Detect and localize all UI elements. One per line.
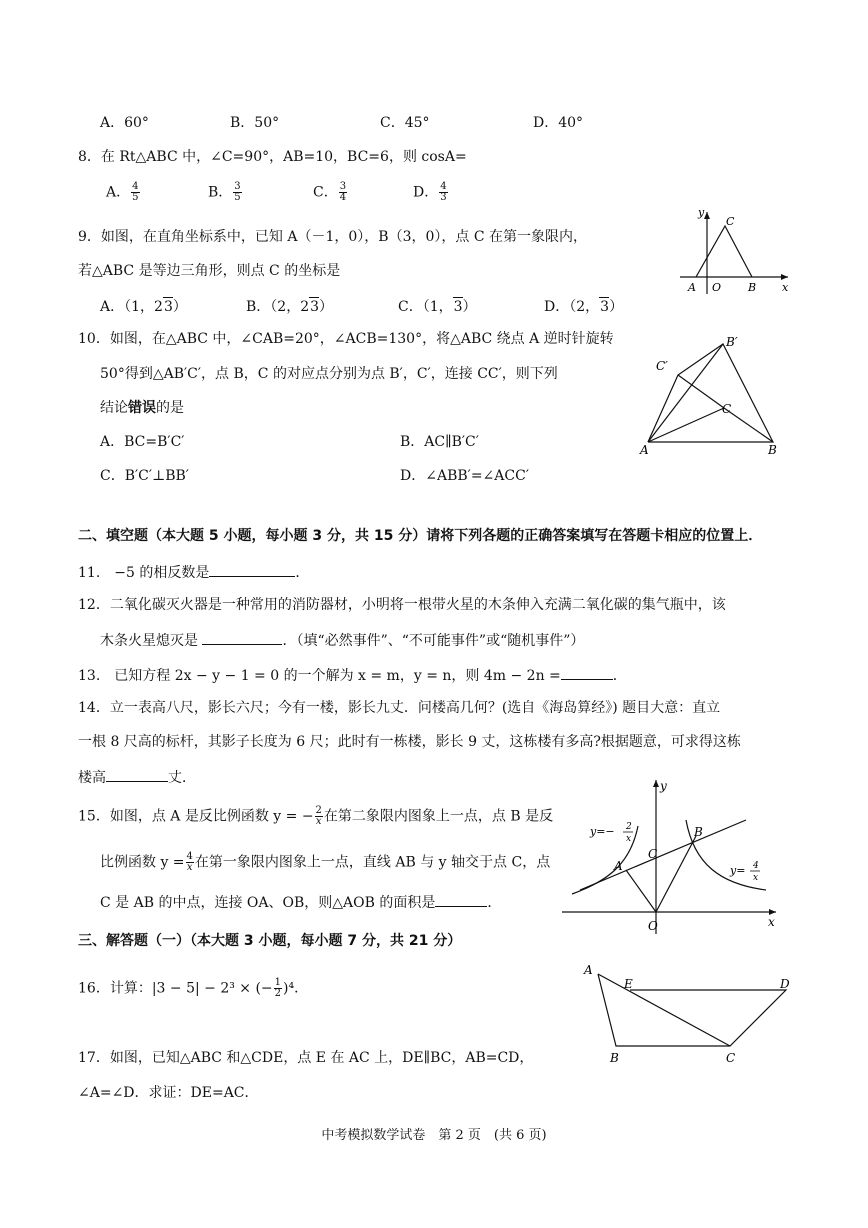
page-footer: 中考模拟数学试卷 第 2 页 (共 6 页) bbox=[321, 1128, 547, 1143]
q9-line-1: 9．如图，在直角坐标系中，已知 A（－1，0），B（3，0），点 C 在第一象限内， bbox=[78, 229, 587, 245]
q10-option-a: A．BC=B′C′ bbox=[100, 434, 185, 450]
q10-line-2: 50°得到△AB′C′，点 B，C 的对应点分别为点 B′，C′，连接 CC′，则下列 bbox=[100, 366, 558, 382]
q15-line-3: C 是 AB 的中点，连接 OA、OB，则△AOB 的面积是 ． bbox=[100, 892, 501, 912]
q9-fig-label-a: A bbox=[688, 281, 696, 294]
q12-line-2: 木条火星熄灭是 ．（填“必然事件”、“不可能事件”或“随机事件”） bbox=[100, 630, 584, 650]
q17-fig-label-a: A bbox=[584, 963, 593, 977]
q15-fig-formula-1: y=− bbox=[590, 825, 615, 838]
q9-option-c: C．（1，3） bbox=[398, 299, 477, 315]
q12-line-1: 12．二氧化碳灭火器是一种常用的消防器材，小明将一根带火星的木条伸入充满二氧化碳的集气瓶中，该 bbox=[78, 597, 726, 613]
q8-option-b: B． $\frac{3}{5}$ bbox=[208, 181, 241, 203]
q9-option-b: B．（2，23） bbox=[246, 299, 334, 315]
q15-fig-label-o: O bbox=[648, 919, 658, 933]
q10-option-d: D．∠ABB′=∠ACC′ bbox=[400, 468, 529, 484]
q9-figure bbox=[672, 202, 802, 298]
q8-stem: 8．在 Rt△ABC 中，∠C=90°，AB=10，BC=6，则 cosA= bbox=[78, 149, 467, 165]
q15-fig-formula-1-den: x bbox=[626, 834, 632, 844]
q10-fig-label-a: A bbox=[640, 443, 649, 457]
q10-option-b: B．AC∥B′C′ bbox=[400, 434, 479, 450]
q14-line-1: 14．立一表高八尺，影长六尺；今有一楼，影长九丈．问楼高几何？(选自《海岛算经》) 题目大意：直立 bbox=[78, 700, 721, 716]
q13-answer-blank bbox=[561, 665, 613, 680]
q13: 13. 已知方程 2x − y − 1 = 0 的一个解为 x = m，y = n，则 4m − 2n = ． bbox=[78, 665, 627, 685]
q15-fig-label-b: B bbox=[694, 825, 703, 839]
q7-option-b: B．50° bbox=[230, 115, 280, 131]
q15-line-1: 15．如图，点 A 是反比例函数 y = − $\frac{2}{x}$ 在第二象限内图象上一点，点 B 是反 bbox=[78, 805, 554, 827]
q15-fig-label-y: y bbox=[660, 779, 667, 793]
q15-line-2: 比例函数 y = $\frac{4}{x}$ 在第一象限内图象上一点，直线 AB 与 y 轴交于点 C，点 bbox=[100, 851, 551, 873]
q10-fig-label-bprime: B′ bbox=[726, 335, 738, 349]
q15-answer-blank bbox=[435, 892, 487, 907]
q15-fig-label-x: x bbox=[768, 915, 775, 929]
q11: 11. −5 的相反数是 ． bbox=[78, 562, 309, 582]
q9-line-2: 若△ABC 是等边三角形，则点 C 的坐标是 bbox=[78, 263, 341, 279]
q14-line-2: 一根 8 尺高的标杆，其影子长度为 6 尺；此时有一栋楼，影长 9 丈，这栋楼有多高?根据题意，可求得这栋 bbox=[78, 734, 741, 750]
q10-fig-label-cprime: C′ bbox=[656, 359, 668, 373]
q8-option-c: C． $\frac{3}{4}$ bbox=[313, 181, 347, 203]
q17-line-2: ∠A=∠D．求证：DE=AC． bbox=[78, 1085, 259, 1101]
q15-figure bbox=[560, 774, 782, 938]
q11-answer-blank bbox=[209, 562, 295, 577]
q17-fig-label-b: B bbox=[610, 1051, 619, 1065]
q12-answer-blank bbox=[202, 630, 282, 645]
section-3-heading: 三、解答题（一）（本大题 3 小题，每小题 7 分，共 21 分） bbox=[78, 933, 462, 949]
q9-fig-label-y: y bbox=[698, 206, 705, 219]
q10-fig-label-b: B bbox=[768, 443, 777, 457]
q9-option-a: A．（1，23） bbox=[100, 299, 187, 315]
q10-line-3: 结论错误的是 bbox=[100, 400, 184, 416]
q15-fig-formula-2: y= bbox=[730, 864, 746, 877]
q15-fig-formula-2-num: 4 bbox=[753, 861, 759, 871]
q17-fig-label-c: C bbox=[726, 1051, 736, 1065]
q15-fig-label-c: C bbox=[648, 847, 658, 861]
section-2-heading: 二、填空题（本大题 5 小题，每小题 3 分，共 15 分）请将下列各题的正确答案填写在答题卡相应的位置上． bbox=[78, 528, 763, 544]
q8-option-a: A． $\frac{4}{5}$ bbox=[106, 181, 139, 203]
q9-fig-label-o: O bbox=[712, 281, 722, 294]
q9-fig-label-b: B bbox=[748, 281, 757, 294]
q15-fig-formula-1-num: 2 bbox=[626, 822, 632, 832]
q15-fig-formula-2-den: x bbox=[753, 873, 759, 883]
q15-fig-label-a: A bbox=[614, 859, 623, 873]
q10-figure bbox=[636, 330, 786, 460]
q9-fig-label-c: C bbox=[726, 215, 735, 228]
q10-fig-label-c: C bbox=[722, 402, 732, 416]
q7-option-a: A．60° bbox=[100, 115, 149, 131]
q17-fig-label-e: E bbox=[624, 977, 633, 991]
q17-fig-label-d: D bbox=[780, 977, 790, 991]
q7-option-d: D．40° bbox=[533, 115, 584, 131]
q10-option-c: C．B′C′⊥BB′ bbox=[100, 468, 189, 484]
q7-option-c: C．45° bbox=[380, 115, 430, 131]
q14-line-3: 楼高 丈． bbox=[78, 767, 196, 787]
q8-option-d: D． $\frac{4}{3}$ bbox=[413, 181, 447, 203]
q16: 16．计算：|3 − 5| − 2³ × (− $\frac{1}{2}$ )⁴． bbox=[78, 977, 309, 999]
q17-line-1: 17．如图，已知△ABC 和△CDE，点 E 在 AC 上，DE∥BC，AB=CD， bbox=[78, 1050, 534, 1066]
q9-fig-label-x: x bbox=[782, 281, 789, 294]
q17-figure bbox=[578, 956, 798, 1068]
q14-answer-blank bbox=[106, 767, 168, 782]
q9-option-d: D．（2，3） bbox=[544, 299, 624, 315]
q10-line-1: 10．如图，在△ABC 中，∠CAB=20°，∠ACB=130°，将△ABC 绕点 A 逆时针旋转 bbox=[78, 331, 614, 347]
